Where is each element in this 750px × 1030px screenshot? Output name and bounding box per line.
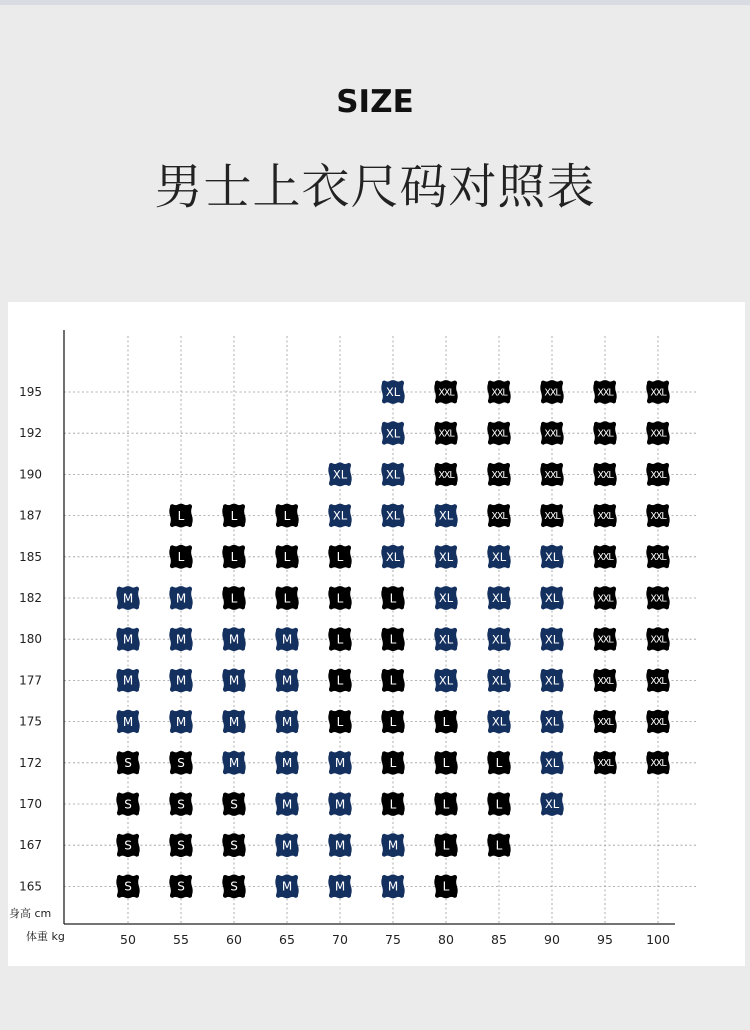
size-marker-label: M <box>122 591 134 606</box>
size-marker-m <box>116 669 139 693</box>
size-marker-m <box>328 751 351 775</box>
size-marker-label: XL <box>385 385 401 400</box>
size-marker-m <box>275 710 298 734</box>
y-tick-label: 190 <box>19 467 42 482</box>
size-marker-label: M <box>281 797 293 812</box>
size-marker-label: XXL <box>597 469 613 481</box>
size-marker-label: L <box>230 508 238 523</box>
size-marker-l <box>328 627 351 651</box>
size-marker-label: L <box>495 797 503 812</box>
y-tick-label: 165 <box>19 879 42 894</box>
size-marker-xxl <box>646 421 669 445</box>
size-marker-xl <box>381 380 404 404</box>
size-marker-label: XL <box>491 673 507 688</box>
size-marker-xxl <box>646 504 669 528</box>
size-marker-label: S <box>124 797 132 812</box>
y-tick-label: 172 <box>19 755 42 770</box>
y-tick-labels <box>19 385 42 893</box>
y-tick-label: 192 <box>19 426 42 441</box>
size-marker-l <box>328 545 351 569</box>
size-marker-label: XXL <box>438 387 454 399</box>
size-marker-label: L <box>336 673 344 688</box>
size-marker-label: S <box>124 838 132 853</box>
size-marker-label: XXL <box>650 758 666 770</box>
x-tick-labels <box>120 932 670 947</box>
size-marker-label: XL <box>385 426 401 441</box>
size-marker-label: XL <box>438 591 454 606</box>
size-marker-label: XXL <box>597 387 613 399</box>
size-marker-label: L <box>389 756 397 771</box>
size-marker-label: XXL <box>544 511 560 523</box>
size-marker-label: M <box>122 632 134 647</box>
size-marker-xl <box>434 545 457 569</box>
size-marker-xl <box>487 627 510 651</box>
size-marker-xxl <box>593 586 616 610</box>
size-marker-label: XXL <box>544 387 560 399</box>
size-marker-m <box>275 669 298 693</box>
size-marker-label: L <box>336 550 344 565</box>
size-marker-s <box>116 875 139 899</box>
size-marker-label: XL <box>385 467 401 482</box>
size-marker-label: XL <box>491 549 507 564</box>
size-marker-label: L <box>442 756 450 771</box>
size-marker-l <box>381 669 404 693</box>
size-marker-label: L <box>336 714 344 729</box>
size-marker-xxl <box>646 627 669 651</box>
size-marker-xxl <box>646 710 669 734</box>
size-marker-s <box>169 875 192 899</box>
size-marker-xl <box>540 751 563 775</box>
size-marker-label: XXL <box>597 593 613 605</box>
y-tick-label: 182 <box>19 591 42 605</box>
size-marker-m <box>381 875 404 899</box>
y-tick-label: 187 <box>19 508 42 523</box>
size-marker-xl <box>540 669 563 693</box>
x-tick-label: 55 <box>173 932 189 947</box>
size-marker-label: L <box>389 797 397 812</box>
size-marker-l <box>434 875 457 899</box>
size-marker-l <box>222 545 245 569</box>
size-marker-l <box>275 586 298 610</box>
size-marker-label: L <box>495 756 503 771</box>
size-marker-l <box>275 545 298 569</box>
size-marker-xl <box>540 792 563 816</box>
size-marker-label: XXL <box>597 758 613 770</box>
size-marker-xxl <box>593 669 616 693</box>
size-marker-label: L <box>442 879 450 894</box>
size-marker-label: S <box>177 879 185 894</box>
size-marker-m <box>116 627 139 651</box>
size-marker-label: XL <box>332 508 348 523</box>
size-marker-s <box>116 833 139 857</box>
size-marker-label: M <box>175 591 187 606</box>
y-tick-label: 175 <box>19 714 42 729</box>
size-marker-xxl <box>540 463 563 487</box>
size-marker-label: XXL <box>650 593 666 605</box>
size-marker-label: M <box>228 756 240 771</box>
size-marker-xl <box>487 586 510 610</box>
size-marker-l <box>434 710 457 734</box>
size-marker-l <box>487 751 510 775</box>
size-marker-label: XL <box>544 714 560 729</box>
size-marker-l <box>328 669 351 693</box>
size-marker-xxl <box>593 504 616 528</box>
size-marker-xl <box>328 504 351 528</box>
size-marker-label: M <box>281 879 293 894</box>
size-marker-xxl <box>593 710 616 734</box>
size-marker-label: L <box>442 797 450 812</box>
size-marker-xl <box>540 710 563 734</box>
size-marker-xl <box>381 421 404 445</box>
size-marker-l <box>222 504 245 528</box>
size-marker-label: L <box>177 508 185 523</box>
size-marker-m <box>222 627 245 651</box>
size-marker-label: XXL <box>650 387 666 399</box>
size-marker-xxl <box>434 463 457 487</box>
size-marker-label: XXL <box>491 469 507 481</box>
size-marker-xl <box>434 586 457 610</box>
size-marker-label: XXL <box>438 469 454 481</box>
x-tick-label: 95 <box>597 932 613 947</box>
size-marker-m <box>222 669 245 693</box>
size-marker-l <box>222 586 245 610</box>
size-marker-label: M <box>122 673 134 688</box>
size-marker-xl <box>434 504 457 528</box>
size-marker-label: XL <box>438 632 454 647</box>
size-marker-s <box>169 751 192 775</box>
size-marker-label: M <box>281 756 293 771</box>
size-marker-label: XXL <box>650 469 666 481</box>
size-marker-m <box>222 710 245 734</box>
x-tick-label: 80 <box>438 932 454 947</box>
size-marker-s <box>116 751 139 775</box>
size-marker-label: XXL <box>650 634 666 646</box>
size-marker-label: XXL <box>650 717 666 729</box>
size-marker-label: XL <box>438 673 454 688</box>
size-marker-m <box>275 875 298 899</box>
size-marker-label: L <box>177 550 185 565</box>
size-marker-label: M <box>228 632 240 647</box>
size-marker-label: S <box>124 756 132 771</box>
size-marker-xl <box>328 463 351 487</box>
size-marker-label: XXL <box>438 428 454 440</box>
size-marker-label: XXL <box>650 511 666 523</box>
size-chart <box>8 302 745 966</box>
size-marker-label: L <box>442 714 450 729</box>
size-marker-label: L <box>283 508 291 523</box>
size-marker-xxl <box>646 463 669 487</box>
size-marker-xxl <box>646 751 669 775</box>
y-tick-label: 185 <box>19 549 42 564</box>
size-marker-l <box>487 833 510 857</box>
size-marker-label: L <box>389 591 397 606</box>
size-marker-label: XL <box>332 467 348 482</box>
size-marker-s <box>169 833 192 857</box>
size-marker-l <box>381 792 404 816</box>
y-axis-label: 身高 cm <box>9 907 52 920</box>
size-marker-xl <box>434 669 457 693</box>
size-marker-xxl <box>540 504 563 528</box>
size-marker-label: S <box>124 879 132 894</box>
size-marker-label: L <box>230 591 238 606</box>
size-marker-label: L <box>336 591 344 606</box>
size-marker-xl <box>381 463 404 487</box>
size-marker-l <box>487 792 510 816</box>
size-marker-label: XL <box>544 591 560 606</box>
size-marker-m <box>328 875 351 899</box>
size-marker-xxl <box>593 463 616 487</box>
size-marker-label: XL <box>544 549 560 564</box>
x-tick-label: 90 <box>544 932 560 947</box>
size-marker-m <box>116 710 139 734</box>
size-marker-label: M <box>281 714 293 729</box>
size-marker-label: L <box>283 591 291 606</box>
size-marker-l <box>434 792 457 816</box>
size-marker-label: XXL <box>597 675 613 687</box>
x-axis-label: 体重 kg <box>26 930 65 943</box>
size-marker-label: XL <box>438 508 454 523</box>
size-marker-m <box>222 751 245 775</box>
size-marker-label: XXL <box>650 552 666 564</box>
size-marker-m <box>169 669 192 693</box>
size-marker-label: M <box>334 879 346 894</box>
y-tick-label: 195 <box>19 385 42 399</box>
size-marker-l <box>381 586 404 610</box>
size-marker-label: XXL <box>491 511 507 523</box>
size-marker-xxl <box>593 751 616 775</box>
size-marker-label: L <box>336 632 344 647</box>
size-marker-label: XXL <box>597 634 613 646</box>
y-tick-label: 167 <box>19 838 42 853</box>
size-marker-label: S <box>230 838 238 853</box>
size-marker-label: S <box>177 797 185 812</box>
x-tick-label: 75 <box>385 932 401 947</box>
size-marker-label: XL <box>385 508 401 523</box>
size-marker-xl <box>540 586 563 610</box>
size-marker-label: L <box>495 838 503 853</box>
size-marker-label: L <box>389 673 397 688</box>
size-marker-label: XXL <box>650 428 666 440</box>
size-marker-label: L <box>283 550 291 565</box>
size-heading: SIZE <box>336 84 414 120</box>
x-tick-label: 50 <box>120 932 136 947</box>
size-marker-label: M <box>175 632 187 647</box>
size-marker-xxl <box>646 586 669 610</box>
chart-title: 男士上衣尺码对照表 <box>154 159 596 215</box>
x-tick-label: 60 <box>226 932 242 947</box>
size-marker-label: M <box>387 838 399 853</box>
size-marker-m <box>169 710 192 734</box>
size-marker-label: M <box>175 714 187 729</box>
size-marker-xxl <box>487 380 510 404</box>
size-marker-xxl <box>646 669 669 693</box>
size-marker-m <box>116 586 139 610</box>
size-marker-s <box>222 833 245 857</box>
size-marker-xl <box>540 545 563 569</box>
size-marker-label: L <box>230 550 238 565</box>
size-marker-label: M <box>387 879 399 894</box>
size-marker-l <box>169 545 192 569</box>
size-marker-label: XL <box>491 591 507 606</box>
size-marker-xxl <box>540 380 563 404</box>
size-marker-label: M <box>334 838 346 853</box>
size-marker-label: M <box>334 797 346 812</box>
size-marker-xxl <box>540 421 563 445</box>
size-marker-xl <box>487 669 510 693</box>
size-marker-l <box>381 627 404 651</box>
size-marker-l <box>434 751 457 775</box>
size-marker-label: XL <box>491 632 507 647</box>
size-marker-label: XXL <box>491 387 507 399</box>
size-marker-label: XXL <box>597 428 613 440</box>
size-marker-xxl <box>434 421 457 445</box>
size-marker-l <box>381 751 404 775</box>
size-marker-label: L <box>389 714 397 729</box>
size-marker-label: XXL <box>544 428 560 440</box>
size-marker-s <box>222 875 245 899</box>
size-marker-label: XL <box>544 673 560 688</box>
size-marker-xl <box>487 545 510 569</box>
size-marker-xl <box>487 710 510 734</box>
size-marker-xxl <box>593 380 616 404</box>
size-marker-label: XXL <box>597 552 613 564</box>
size-marker-label: S <box>230 879 238 894</box>
size-marker-m <box>328 833 351 857</box>
size-marker-xxl <box>646 545 669 569</box>
size-marker-xxl <box>434 380 457 404</box>
size-marker-xxl <box>487 421 510 445</box>
size-marker-label: L <box>442 838 450 853</box>
size-marker-m <box>275 627 298 651</box>
y-tick-label: 177 <box>19 673 42 688</box>
size-marker-xl <box>434 627 457 651</box>
size-marker-xxl <box>487 463 510 487</box>
size-marker-m <box>169 627 192 651</box>
size-marker-label: S <box>177 838 185 853</box>
size-marker-m <box>381 833 404 857</box>
top-strip <box>0 0 750 5</box>
size-marker-label: M <box>281 632 293 647</box>
size-marker-label: M <box>175 673 187 688</box>
size-marker-label: XL <box>491 714 507 729</box>
size-marker-label: XXL <box>650 675 666 687</box>
size-marker-m <box>275 792 298 816</box>
size-marker-s <box>222 792 245 816</box>
x-tick-label: 100 <box>646 932 670 947</box>
size-marker-xxl <box>593 545 616 569</box>
size-marker-label: XL <box>544 632 560 647</box>
size-marker-m <box>328 792 351 816</box>
size-marker-label: XXL <box>597 717 613 729</box>
size-marker-xxl <box>487 504 510 528</box>
size-marker-s <box>116 792 139 816</box>
x-tick-label: 85 <box>491 932 507 947</box>
size-marker-l <box>275 504 298 528</box>
size-marker-label: XXL <box>544 469 560 481</box>
size-marker-xl <box>381 504 404 528</box>
size-marker-l <box>328 586 351 610</box>
size-marker-l <box>169 504 192 528</box>
size-marker-label: S <box>177 756 185 771</box>
size-chart-panel <box>8 302 745 966</box>
size-marker-l <box>381 710 404 734</box>
y-tick-label: 170 <box>19 797 42 811</box>
size-marker-label: XXL <box>491 428 507 440</box>
x-tick-label: 70 <box>332 932 348 947</box>
size-marker-xxl <box>646 380 669 404</box>
y-tick-label: 180 <box>19 632 42 647</box>
size-marker-m <box>169 586 192 610</box>
size-marker-label: XL <box>438 549 454 564</box>
size-marker-label: M <box>334 756 346 771</box>
size-marker-label: M <box>228 673 240 688</box>
size-marker-m <box>275 751 298 775</box>
size-marker-label: XL <box>544 797 560 812</box>
size-marker-label: M <box>122 714 134 729</box>
size-marker-label: XL <box>385 549 401 564</box>
size-marker-l <box>434 833 457 857</box>
size-marker-label: L <box>389 632 397 647</box>
size-marker-label: M <box>281 673 293 688</box>
size-marker-s <box>169 792 192 816</box>
size-marker-label: M <box>228 714 240 729</box>
size-marker-xxl <box>593 627 616 651</box>
size-marker-label: M <box>281 838 293 853</box>
size-marker-m <box>275 833 298 857</box>
size-marker-label: S <box>230 797 238 812</box>
size-marker-xl <box>381 545 404 569</box>
size-marker-label: XL <box>544 755 560 770</box>
size-marker-l <box>328 710 351 734</box>
size-marker-label: XXL <box>597 511 613 523</box>
size-marker-xl <box>540 627 563 651</box>
size-marker-xxl <box>593 421 616 445</box>
x-tick-label: 65 <box>279 932 295 947</box>
